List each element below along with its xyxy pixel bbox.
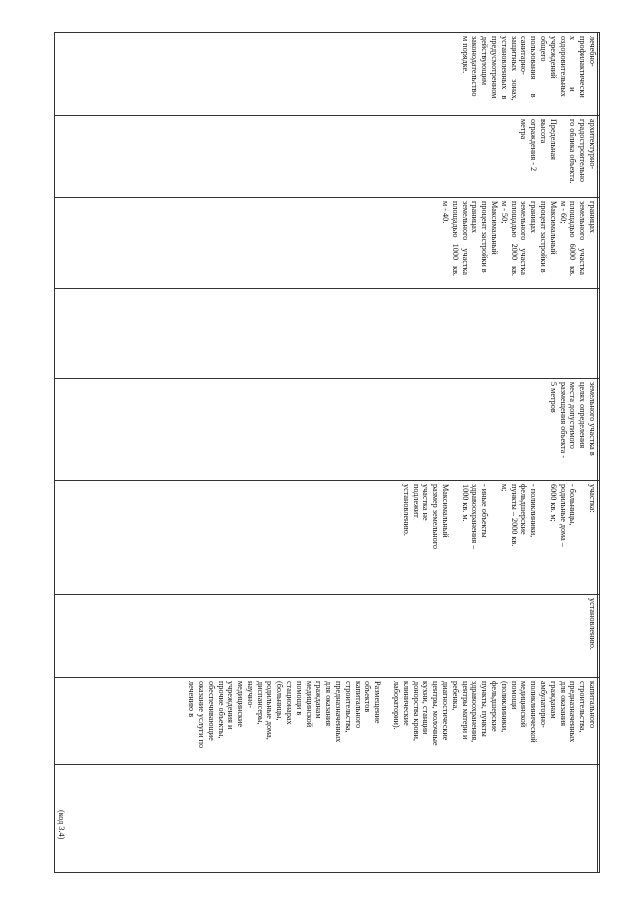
text-line: строительства, — [578, 681, 588, 733]
text-line: Предельная — [548, 119, 558, 160]
text-line: (больницы, — [275, 681, 285, 721]
cell-area — [54, 480, 600, 594]
text-line: научно- — [245, 681, 255, 709]
text-line: родильные дома – — [558, 484, 568, 547]
text-line: 5 метров — [548, 382, 558, 413]
text-line: подлежит — [411, 484, 421, 518]
text-line: предназначенных — [568, 681, 578, 743]
text-line: границах — [529, 201, 539, 233]
text-line: 1000 кв. м. — [460, 484, 470, 522]
text-line: м - 50; — [499, 201, 509, 224]
text-line: участка: — [588, 484, 597, 513]
text-line: гражданам — [314, 681, 324, 719]
text-line: обеспечивающие — [206, 681, 216, 741]
text-line: защитных зонах, — [509, 36, 519, 101]
text-line: медицинские — [236, 681, 246, 728]
text-line: медицинской — [304, 681, 314, 728]
text-line: градостроительно — [578, 119, 588, 182]
text-line: родильные дома, — [265, 681, 275, 740]
text-line: капитального — [588, 681, 597, 729]
text-line: фельдшерские — [519, 484, 529, 535]
text-line: земельного участка — [578, 201, 588, 275]
text-line: 6000 кв. м; — [548, 484, 558, 522]
text-line: м; — [499, 484, 509, 492]
cell-height — [54, 115, 600, 197]
text-line: установлению. — [401, 484, 411, 536]
text-line: архитектурно- — [588, 119, 597, 170]
text-line: процент застройки в — [539, 201, 549, 273]
text-line — [558, 119, 568, 184]
text-line: м - 40. — [441, 201, 451, 224]
text-line: здравоохранения, — [470, 681, 480, 743]
text-line: ограждения - 2 — [529, 119, 539, 172]
text-line: фельдшерские — [490, 681, 500, 732]
text-line: площадью 2000 кв. — [509, 201, 519, 277]
text-line: Максимальный — [548, 201, 558, 255]
cell-description — [54, 677, 600, 764]
text-line: оздоровительных — [558, 36, 568, 97]
text-line: площадью 6000 кв. — [568, 201, 578, 277]
text-line: помощи — [509, 681, 519, 710]
text-line: действующим — [480, 36, 490, 86]
cell-code — [54, 764, 600, 873]
text-line: строительства, — [343, 681, 353, 733]
text-line: - иные объекты — [480, 484, 490, 538]
text-line: Размещение — [373, 681, 383, 724]
cell-note — [54, 594, 600, 677]
text-line: диспансеры, — [255, 681, 265, 725]
text-line: профилактически — [578, 36, 588, 98]
text-line: центры матери и — [460, 681, 470, 740]
text-line: предназначенных — [334, 681, 344, 743]
text-line: предусмотренном — [490, 36, 500, 99]
text-line: помощи в — [294, 681, 304, 716]
text-line: земельного участка в — [588, 382, 597, 456]
text-line — [450, 484, 460, 549]
text-line: целях определения — [578, 382, 588, 449]
text-line: центры, молочные — [431, 681, 441, 746]
text-line: метра — [519, 119, 529, 140]
cell-setback — [54, 378, 600, 480]
cell-coverage — [54, 197, 600, 288]
note-text — [587, 598, 597, 650]
text-line: размещения объекта - — [558, 382, 568, 459]
text-line: учреждения и — [226, 681, 236, 730]
text-line: границах — [470, 201, 480, 233]
text-line: для оказания — [324, 681, 334, 727]
text-line — [577, 484, 587, 549]
text-line: м - 60; — [558, 201, 568, 224]
text-line: диагностические — [441, 681, 451, 741]
text-line: гражданам — [548, 681, 558, 719]
paragraph-gap — [382, 681, 391, 748]
text-line: поликлинической — [529, 681, 539, 743]
description-text — [186, 681, 597, 748]
text-line: земельного участка — [519, 201, 529, 275]
text-line: стационарах — [285, 681, 295, 725]
coverage-text — [440, 201, 597, 276]
text-line: м порядке. — [460, 36, 470, 74]
cell-restrictions — [54, 32, 600, 115]
text-line: кухни, станции — [421, 681, 431, 735]
text-line — [489, 484, 499, 549]
text-line: учреждений — [548, 36, 558, 79]
text-line: санитарно- — [519, 36, 529, 75]
text-line: - поликлиники, — [529, 484, 539, 538]
text-line: Максимальный — [441, 484, 451, 538]
text-line: х и — [568, 36, 578, 92]
text-line: здравоохранения – — [470, 484, 480, 550]
restrictions-text — [460, 36, 597, 101]
text-line: пункты – 2000 кв. — [509, 484, 519, 547]
area-text — [401, 484, 597, 549]
text-line: для оказания — [558, 681, 568, 727]
setback-text — [548, 382, 597, 458]
text-line: амбулаторно- — [539, 681, 549, 728]
code-label: (код 3.4) — [57, 810, 66, 840]
text-line: лаборатории). — [392, 681, 402, 730]
text-line: установлению. — [588, 598, 597, 650]
text-line — [538, 484, 548, 549]
text-line: земельного участка — [460, 201, 470, 275]
text-line: общего — [539, 36, 549, 62]
text-line: границах — [588, 201, 597, 233]
text-line: лечебно- — [588, 36, 597, 67]
text-line: площадью 1000 кв. — [450, 201, 460, 277]
text-line: объектов — [363, 681, 373, 713]
text-line: процент застройки в — [480, 201, 490, 273]
text-line: го облика объекта. — [568, 119, 578, 184]
text-line: медицинской — [519, 681, 529, 728]
text-line: законодательство — [470, 36, 480, 97]
text-line: клинические — [401, 681, 411, 726]
text-line: высота — [539, 119, 549, 144]
text-line: донорства крови, — [411, 681, 421, 741]
text-line: участка не — [421, 484, 431, 521]
text-line: капитального — [353, 681, 363, 729]
cell-empty — [54, 288, 600, 378]
text-line: прочие объекты, — [216, 681, 226, 739]
text-line: размер земельного — [431, 484, 441, 550]
text-line: (поликлиники, — [499, 681, 509, 733]
text-line: ребенка, — [450, 681, 460, 711]
text-line: места допустимого — [568, 382, 578, 449]
text-line: пункты, пункты — [480, 681, 490, 737]
text-line: - больницы, — [568, 484, 578, 526]
text-line: лечению в — [187, 681, 197, 718]
height-text — [519, 119, 597, 184]
text-line: установленных в — [499, 36, 509, 100]
text-line: оказание услуги по — [196, 681, 206, 749]
text-line: Максимальный — [490, 201, 500, 255]
text-line: пользования в — [529, 36, 539, 98]
